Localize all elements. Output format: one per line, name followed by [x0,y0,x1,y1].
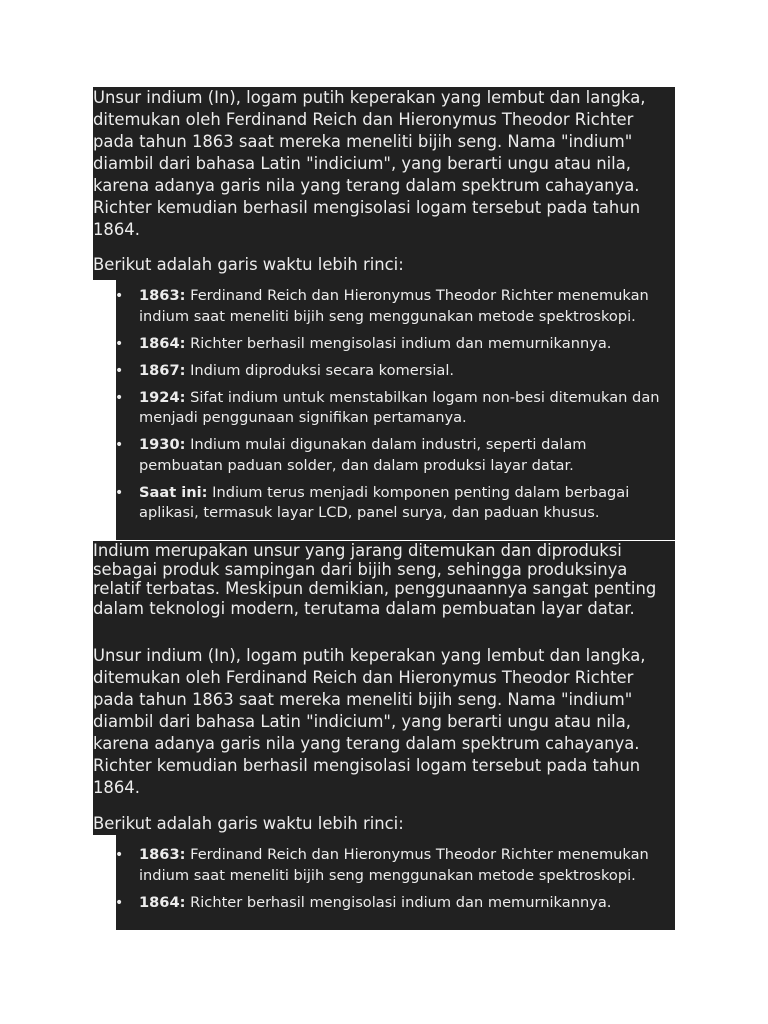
timeline-item: • 1863: Ferdinand Reich dan Hieronymus Theodor Richter menemukan indium saat meneliti bijih seng menggunakan metode spektroskopi. [115,846,649,884]
timeline-heading: Berikut adalah garis waktu lebih rinci: [93,255,404,274]
bullet-icon: • [115,389,124,406]
intro-paragraph-repeat: Unsur indium (In), logam putih keperakan yang lembut dan langka, ditemukan oleh Ferdinand Reich dan Hieronymus Theodor Richter pada tahun 1863 saat mereka meneliti bijih seng. Nama "indium" diambil dari bahasa Latin "indicium", yang berarti ungu atau nila, karena adanya garis nila yang terang dalam spektrum cahayanya. Richter kemudian berhasil mengisolasi logam tersebut pada tahun 1864. [93,646,646,797]
timeline-item: • 1930: Indium mulai digunakan dalam industri, seperti dalam pembuatan paduan solder, dan dalam produksi layar datar. [115,436,587,474]
bullet-icon: • [115,437,124,453]
bullet-icon: • [115,288,124,304]
timeline-item: • 1863: Ferdinand Reich dan Hieronymus Theodor Richter menemukan indium saat meneliti bijih seng menggunakan metode spektroskopi. [115,287,649,325]
timeline-item: • 1864: Richter berhasil mengisolasi indium dan memurnikannya. [139,334,669,355]
timeline-heading-repeat: Berikut adalah garis waktu lebih rinci: [93,814,404,833]
timeline-item: • 1924: Sifat indium untuk menstabilkan logam non-besi ditemukan dan menjadi penggunaan signifikan pertamanya. [115,388,660,426]
timeline-list [115,286,669,530]
bullet-icon: • [115,894,124,911]
summary-paragraph: Indium merupakan unsur yang jarang ditemukan dan diproduksi sebagai produk sampingan dari bijih seng, sehingga produksinya relatif terbatas. Meskipun demikian, penggunaannya sangat penting dalam teknologi modern, terutama dalam pembuatan layar datar. [93,541,657,618]
timeline-list-repeat [115,845,669,920]
bullet-icon: • [115,484,124,501]
dark-block-list-left-gap [93,280,116,542]
timeline-item: • Saat ini: Indium terus menjadi komponen penting dalam berbagai aplikasi, termasuk layar LCD, panel surya, dan paduan khusus. [115,483,630,521]
bullet-icon: • [115,335,124,352]
bullet-icon: • [115,362,124,379]
timeline-item: • 1864: Richter berhasil mengisolasi indium dan memurnikannya. [139,893,669,914]
bullet-icon: • [115,847,124,863]
intro-paragraph: Unsur indium (In), logam putih keperakan yang lembut dan langka, ditemukan oleh Ferdinand Reich dan Hieronymus Theodor Richter pada tahun 1863 saat mereka meneliti bijih seng. Nama "indium" diambil dari bahasa Latin "indicium", yang berarti ungu atau nila, karena adanya garis nila yang terang dalam spektrum cahayanya. Richter kemudian berhasil mengisolasi logam tersebut pada tahun 1864. [93,88,646,239]
timeline-item: • 1867: Indium diproduksi secara komersial. [139,361,669,382]
